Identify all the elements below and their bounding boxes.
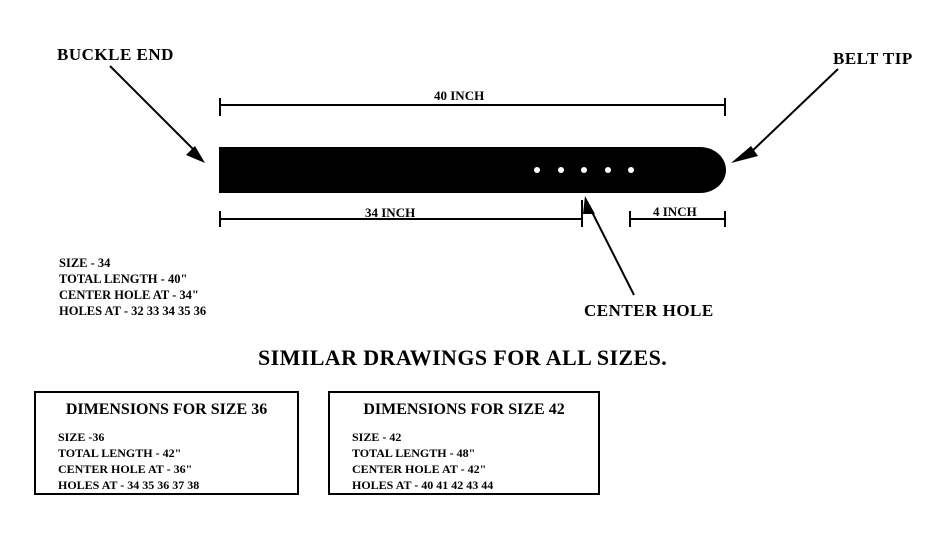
dim-line-total <box>219 104 726 106</box>
belt-hole <box>534 167 540 173</box>
dimensions-box-size-36 <box>34 391 299 495</box>
dimensions-box-lines <box>58 429 297 493</box>
dimensions-box-title: DIMENSIONS FOR SIZE 42 <box>363 401 565 418</box>
similar-drawings-caption: SIMILAR DRAWINGS FOR ALL SIZES. <box>258 345 668 370</box>
dim-text-tip: 4 INCH <box>653 204 697 219</box>
spec-block-size-34 <box>59 255 206 319</box>
dim-tick-center-left <box>219 211 221 227</box>
spec-size: SIZE - 34 <box>59 256 111 270</box>
center-hole-label: CENTER HOLE <box>584 301 714 320</box>
box-total-length: TOTAL LENGTH - 42" <box>58 446 182 460</box>
spec-total-length: TOTAL LENGTH - 40" <box>59 272 188 286</box>
belt-hole <box>581 167 587 173</box>
dim-text-total: 40 INCH <box>434 88 485 103</box>
box-holes: HOLES AT - 34 35 36 37 38 <box>58 478 200 492</box>
dim-text-center-hole: 34 INCH <box>365 205 416 220</box>
dimensions-box-title: DIMENSIONS FOR SIZE 36 <box>65 401 268 418</box>
dim-tick-tip-left <box>629 211 631 227</box>
dimensions-box-size-42 <box>328 391 600 495</box>
dim-tick-center-right <box>581 200 583 227</box>
buckle-end-label: BUCKLE END <box>57 45 174 64</box>
dim-tick-tip-right <box>724 211 726 227</box>
box-total-length: TOTAL LENGTH - 48" <box>352 446 476 460</box>
dim-tick-total-right <box>724 98 726 116</box>
dimensions-box-lines <box>352 429 598 493</box>
spec-center-hole: CENTER HOLE AT - 34" <box>59 288 199 302</box>
belt-body <box>219 147 726 193</box>
box-holes: HOLES AT - 40 41 42 43 44 <box>352 478 494 492</box>
belt-hole <box>605 167 611 173</box>
belt-tip-label: BELT TIP <box>833 49 913 68</box>
box-center-hole: CENTER HOLE AT - 42" <box>352 462 487 476</box>
box-size: SIZE - 42 <box>352 430 402 444</box>
belt-hole <box>558 167 564 173</box>
box-center-hole: CENTER HOLE AT - 36" <box>58 462 193 476</box>
belt-hole <box>628 167 634 173</box>
spec-holes: HOLES AT - 32 33 34 35 36 <box>59 304 207 318</box>
box-size: SIZE -36 <box>58 430 105 444</box>
dim-tick-total-left <box>219 98 221 116</box>
